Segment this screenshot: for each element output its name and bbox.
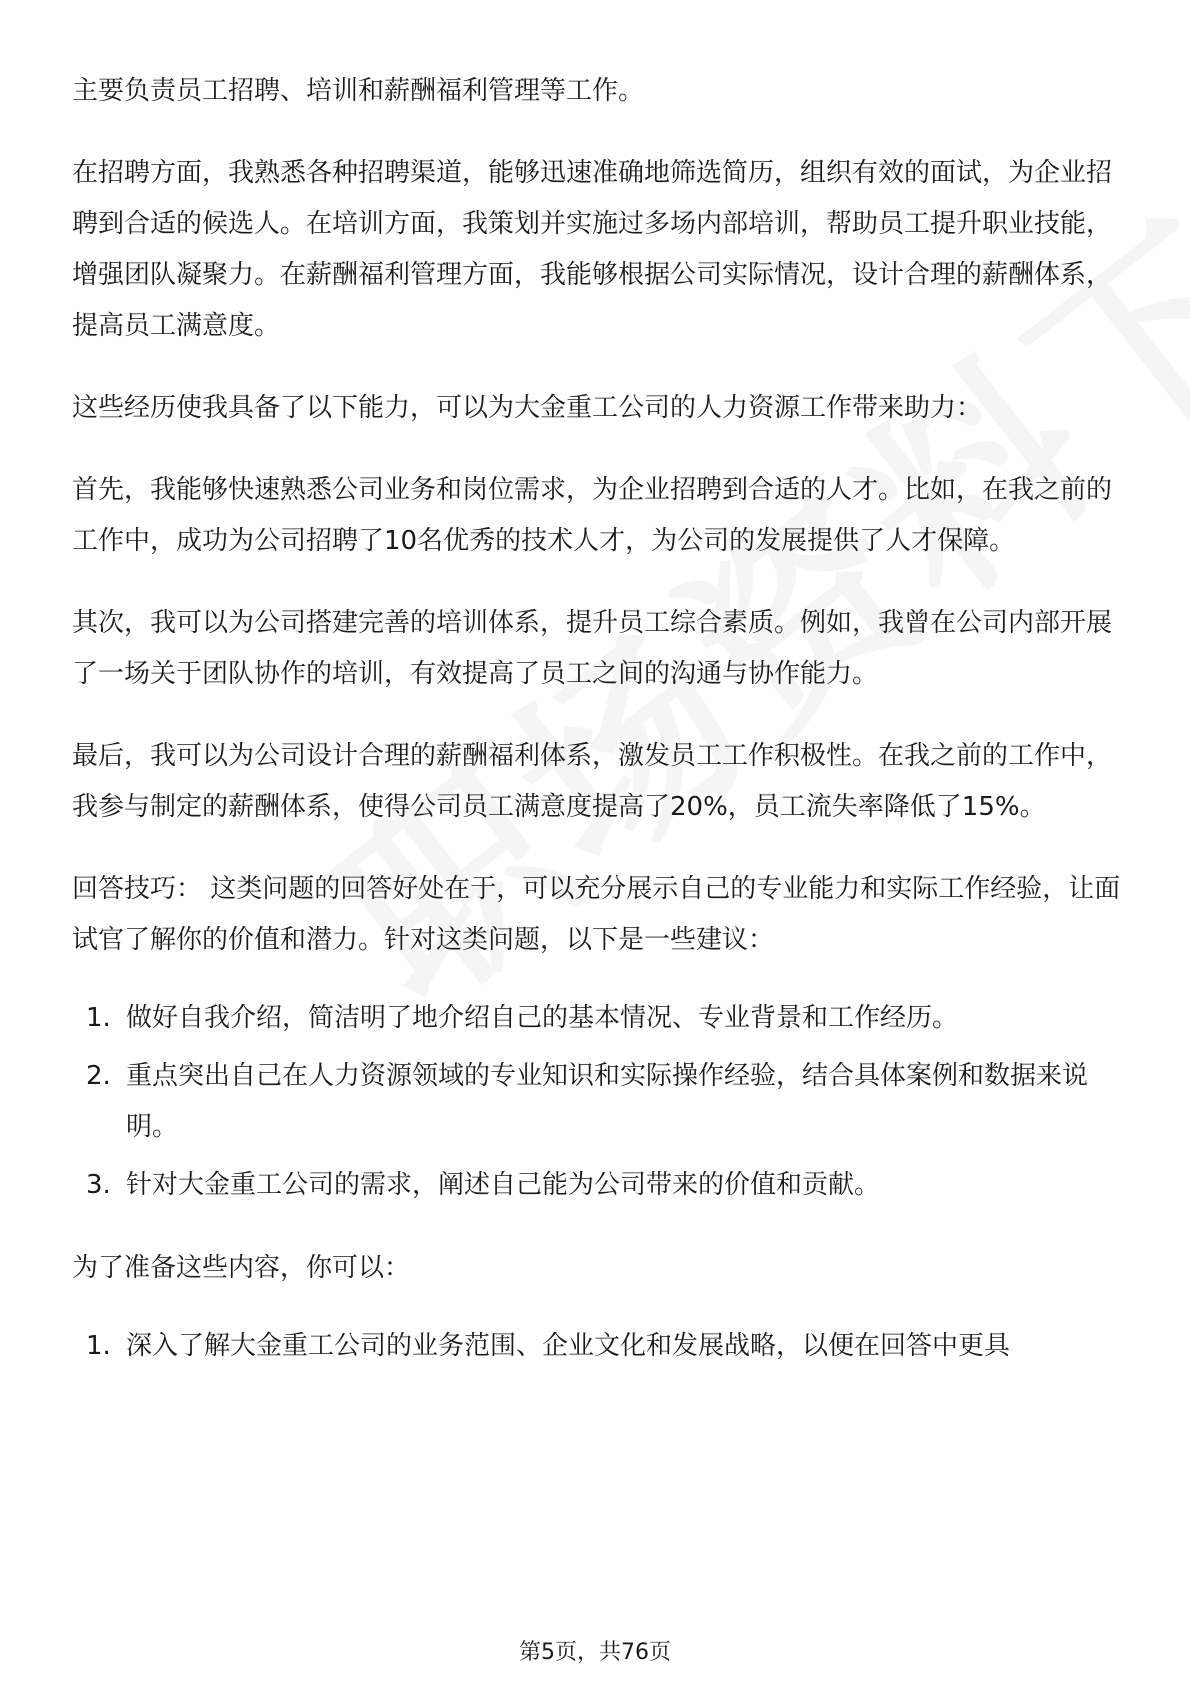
tips-list <box>72 993 1122 1211</box>
list-item <box>72 1321 1122 1372</box>
paragraph-first: 首先，我能够快速熟悉公司业务和岗位需求，为企业招聘到合适的人才。比如，在我之前的工作中，成功为公司招聘了10名优秀的技术人才，为公司的发展提供了人才保障。 <box>72 475 1113 556</box>
list-text: 深入了解大金重工公司的业务范围、企业文化和发展战略，以便在回答中更具 <box>126 1331 1011 1361</box>
paragraph-abilities-intro: 这些经历使我具备了以下能力，可以为大金重工公司的人力资源工作带来助力： <box>72 393 983 423</box>
paragraph-last: 最后，我可以为公司设计合理的薪酬福利体系，激发员工工作积极性。在我之前的工作中，我参与制定的薪酬体系，使得公司员工满意度提高了20%，员工流失率降低了15%。 <box>72 741 1113 822</box>
list-number: 1. <box>86 1003 111 1033</box>
list-text: 做好自我介绍，简洁明了地介绍自己的基本情况、专业背景和工作经历。 <box>126 1003 959 1033</box>
paragraph-prep-intro: 为了准备这些内容，你可以： <box>72 1253 411 1283</box>
paragraph-answer-tips: 回答技巧： 这类问题的回答好处在于，可以充分展示自己的专业能力和实际工作经验，让面试官了解你的价值和潜力。针对这类问题，以下是一些建议： <box>72 874 1121 955</box>
paragraph-experience: 在招聘方面，我熟悉各种招聘渠道，能够迅速准确地筛选简历，组织有效的面试，为企业招聘到合适的候选人。在培训方面，我策划并实施过多场内部培训，帮助员工提升职业技能，增强团队凝聚力。在薪酬福利管理方面，我能够根据公司实际情况，设计合理的薪酬体系，提高员工满意度。 <box>72 158 1113 341</box>
prep-list <box>72 1321 1122 1372</box>
list-text: 针对大金重工公司的需求，阐述自己能为公司带来的价值和贡献。 <box>126 1170 881 1200</box>
list-text: 重点突出自己在人力资源领域的专业知识和实际操作经验，结合具体案例和数据来说明。 <box>126 1061 1089 1142</box>
document-body <box>72 66 1122 1404</box>
list-number: 2. <box>86 1061 111 1091</box>
paragraph-duties: 主要负责员工招聘、培训和薪酬福利管理等工作。 <box>72 76 645 106</box>
list-item <box>72 1051 1122 1153</box>
paragraph-second: 其次，我可以为公司搭建完善的培训体系，提升员工综合素质。例如，我曾在公司内部开展了一场关于团队协作的培训，有效提高了员工之间的沟通与协作能力。 <box>72 608 1113 689</box>
list-number: 3. <box>86 1170 111 1200</box>
list-number: 1. <box>86 1331 111 1361</box>
list-item <box>72 1160 1122 1211</box>
page-footer: 第5页，共76页 <box>519 1640 671 1665</box>
list-item <box>72 993 1122 1044</box>
